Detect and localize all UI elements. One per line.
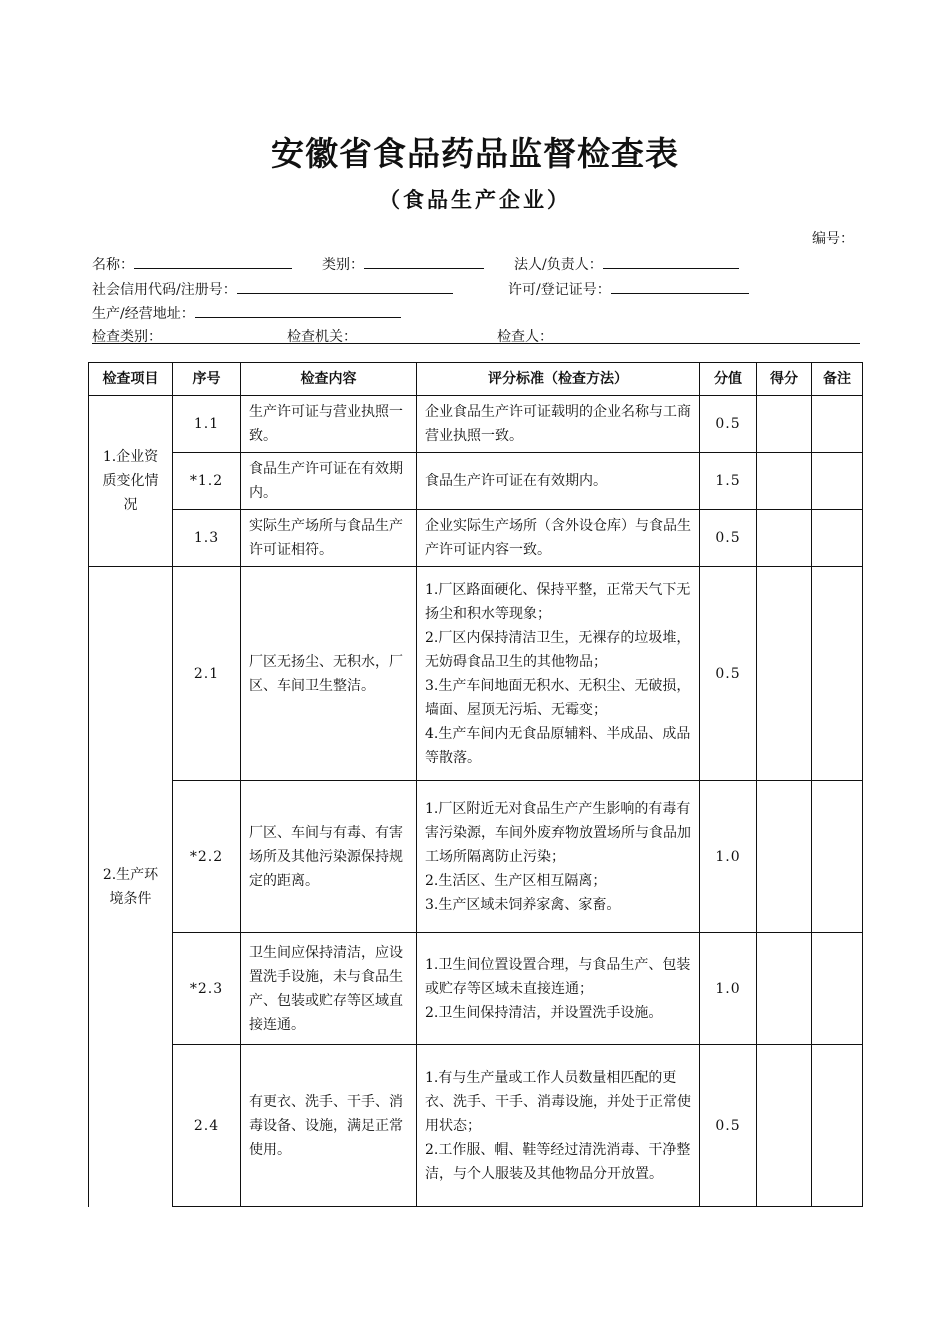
criteria-line: 1.卫生间位置设置合理，与食品生产、包装或贮存等区域未直接连通； — [425, 956, 691, 997]
criteria-cell — [417, 453, 700, 510]
header-got: 得分 — [757, 363, 812, 396]
page-title: 安徽省食品药品监督检查表 — [271, 134, 679, 173]
table-header-row — [89, 363, 863, 396]
category-blank[interactable] — [364, 253, 484, 269]
criteria-line: 1.厂区附近无对食品生产产生影响的有毒有害污染源，车间外废弃物放置场所与食品加工场所隔离防止污染； — [425, 800, 691, 865]
check-content: 食品生产许可证在有效期内。 — [241, 453, 417, 510]
score-value: 1.0 — [700, 933, 757, 1045]
row-number: 1.1 — [173, 396, 241, 453]
header-no: 序号 — [173, 363, 241, 396]
check-content: 卫生间应保持清洁，应设置洗手设施，未与食品生产、包装或贮存等区域直接连通。 — [241, 933, 417, 1045]
credit-code-field — [92, 278, 453, 299]
criteria-cell — [417, 1045, 700, 1207]
criteria-line: 4.生产车间内无食品原辅料、半成品、成品等散落。 — [425, 725, 691, 766]
inspection-table — [88, 362, 863, 1207]
header-score: 分值 — [700, 363, 757, 396]
score-value: 1.0 — [700, 781, 757, 933]
criteria-line: 1.有与生产量或工作人员数量相匹配的更衣、洗手、干手、消毒设施，并处于正常使用状态； — [425, 1069, 691, 1134]
row-number: *2.2 — [173, 781, 241, 933]
table-row — [89, 567, 863, 781]
legal-rep-field — [514, 253, 739, 274]
check-content: 生产许可证与营业执照一致。 — [241, 396, 417, 453]
score-input[interactable] — [757, 781, 812, 933]
criteria-line: 企业实际生产场所（含外设仓库）与食品生产许可证内容一致。 — [425, 518, 691, 558]
row-number: 1.3 — [173, 510, 241, 567]
category-field — [322, 253, 484, 274]
header-criteria: 评分标准（检查方法） — [417, 363, 700, 396]
row-number: *2.3 — [173, 933, 241, 1045]
table-row — [89, 1045, 863, 1207]
criteria-cell — [417, 396, 700, 453]
check-content: 有更衣、洗手、干手、消毒设备、设施，满足正常使用。 — [241, 1045, 417, 1207]
table-row — [89, 510, 863, 567]
check-content: 厂区、车间与有毒、有害场所及其他污染源保持规定的距离。 — [241, 781, 417, 933]
legal-rep-blank[interactable] — [603, 253, 739, 269]
criteria-cell — [417, 781, 700, 933]
license-no-field — [508, 278, 749, 299]
remark-input[interactable] — [812, 781, 863, 933]
score-input[interactable] — [757, 567, 812, 781]
score-input[interactable] — [757, 510, 812, 567]
criteria-line: 2.生活区、生产区相互隔离； — [425, 872, 607, 889]
remark-input[interactable] — [812, 1045, 863, 1207]
table-row — [89, 453, 863, 510]
category-cell: 1.企业资质变化情况 — [89, 396, 173, 567]
header-content: 检查内容 — [241, 363, 417, 396]
page-subtitle: （食品生产企业） — [379, 187, 571, 212]
remark-input[interactable] — [812, 453, 863, 510]
criteria-line: 2.卫生间保持清洁，并设置洗手设施。 — [425, 1004, 663, 1021]
score-input[interactable] — [757, 453, 812, 510]
table-row — [89, 933, 863, 1045]
criteria-line: 3.生产车间地面无积水、无积尘、无破损，墙面、屋顶无污垢、无霉变； — [425, 677, 691, 718]
inspection-line[interactable] — [92, 326, 860, 344]
legal-rep-label: 法人/负责人： — [514, 257, 603, 273]
category-cell: 2.生产环境条件 — [89, 567, 173, 1207]
name-blank[interactable] — [134, 253, 292, 269]
row-number: 2.4 — [173, 1045, 241, 1207]
license-no-blank[interactable] — [611, 278, 749, 294]
score-value: 0.5 — [700, 396, 757, 453]
score-input[interactable] — [757, 1045, 812, 1207]
score-value: 0.5 — [700, 567, 757, 781]
check-content: 厂区无扬尘、无积水，厂区、车间卫生整洁。 — [241, 567, 417, 781]
inspector-label: 检查人： — [497, 329, 553, 345]
header-item: 检查项目 — [89, 363, 173, 396]
credit-code-label: 社会信用代码/注册号： — [92, 282, 237, 298]
credit-code-blank[interactable] — [237, 278, 453, 294]
criteria-line: 企业食品生产许可证载明的企业名称与工商营业执照一致。 — [425, 404, 691, 444]
row-number: 2.1 — [173, 567, 241, 781]
serial-label: 编号： — [812, 231, 854, 247]
criteria-line: 2.厂区内保持清洁卫生，无裸存的垃圾堆，无妨碍食品卫生的其他物品； — [425, 629, 691, 670]
score-value: 0.5 — [700, 1045, 757, 1207]
criteria-line: 1.厂区路面硬化、保持平整，正常天气下无扬尘和积水等现象； — [425, 581, 691, 622]
address-field — [92, 302, 401, 323]
criteria-line: 3.生产区域未饲养家禽、家畜。 — [425, 896, 621, 913]
row-number: *1.2 — [173, 453, 241, 510]
criteria-cell — [417, 567, 700, 781]
criteria-cell — [417, 933, 700, 1045]
table-row — [89, 781, 863, 933]
score-input[interactable] — [757, 396, 812, 453]
name-label: 名称： — [92, 257, 134, 273]
address-label: 生产/经营地址： — [92, 306, 195, 322]
remark-input[interactable] — [812, 396, 863, 453]
category-label: 类别： — [322, 257, 364, 273]
score-input[interactable] — [757, 933, 812, 1045]
remark-input[interactable] — [812, 567, 863, 781]
header-remark: 备注 — [812, 363, 863, 396]
criteria-line: 食品生产许可证在有效期内。 — [425, 473, 607, 489]
score-value: 1.5 — [700, 453, 757, 510]
name-field — [92, 253, 292, 274]
criteria-cell — [417, 510, 700, 567]
score-value: 0.5 — [700, 510, 757, 567]
inspection-agency-label: 检查机关： — [287, 329, 357, 345]
criteria-line: 2.工作服、帽、鞋等经过清洗消毒、干净整洁，与个人服装及其他物品分开放置。 — [425, 1141, 691, 1182]
address-blank[interactable] — [195, 302, 401, 318]
check-content: 实际生产场所与食品生产许可证相符。 — [241, 510, 417, 567]
inspection-type-label: 检查类别： — [92, 329, 162, 345]
table-row — [89, 396, 863, 453]
remark-input[interactable] — [812, 933, 863, 1045]
remark-input[interactable] — [812, 510, 863, 567]
license-no-label: 许可/登记证号： — [508, 282, 611, 298]
